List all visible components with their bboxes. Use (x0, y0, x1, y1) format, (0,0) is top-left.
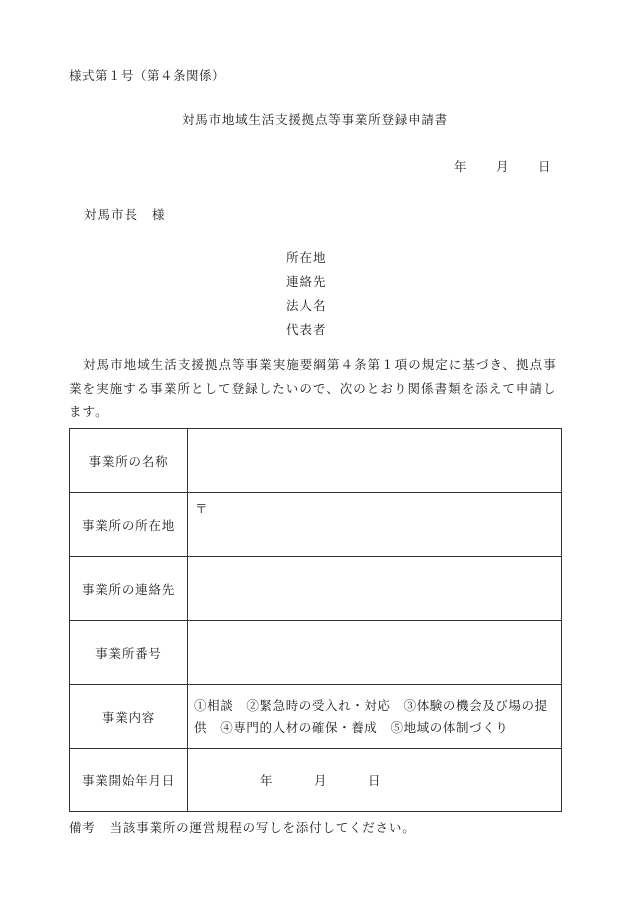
date-month-label: 月 (496, 159, 509, 174)
registration-table (69, 428, 562, 812)
row-label-start-date: 事業開始年月日 (70, 749, 188, 812)
applicant-field-corporation: 法人名 (286, 298, 327, 313)
start-date-field[interactable] (188, 749, 562, 812)
table-row (70, 493, 562, 557)
start-date-day-label: 日 (368, 773, 381, 788)
table-row (70, 685, 562, 749)
facility-address-field[interactable] (188, 493, 562, 557)
table-row (70, 621, 562, 685)
start-date (188, 771, 561, 789)
application-date (454, 157, 551, 175)
business-content-field (188, 685, 562, 749)
row-label-facility-address: 事業所の所在地 (70, 493, 188, 557)
addressee-honorific: 様 (152, 207, 166, 222)
table-row (70, 749, 562, 812)
business-content-options: ①相談 ②緊急時の受入れ・対応 ③体験の機会及び場の提供 ④専門的人材の確保・養成 ⑤地域の体制づくり (194, 697, 548, 735)
document-title: 対馬市地域生活支援拠点等事業所登録申請書 (181, 112, 448, 127)
applicant-field-representative: 代表者 (286, 322, 327, 337)
applicant-field-contact: 連絡先 (286, 274, 327, 289)
start-date-month-label: 月 (314, 773, 327, 788)
remarks (69, 818, 416, 836)
row-label-facility-name: 事業所の名称 (70, 429, 188, 493)
addressee (84, 205, 166, 223)
postal-mark: 〒 (195, 501, 208, 516)
table-row (70, 557, 562, 621)
row-label-facility-number: 事業所番号 (70, 621, 188, 685)
date-year-label: 年 (454, 159, 467, 174)
applicant-field-address: 所在地 (286, 250, 327, 265)
application-statement: 対馬市地域生活支援拠点等事業実施要綱第４条第１項の規定に基づき、拠点事業を実施する事業所として登録したいので、次のとおり関係書類を添えて申請します。 (69, 357, 557, 419)
addressee-name: 対馬市長 (84, 207, 139, 222)
facility-number-field[interactable] (188, 621, 562, 685)
row-label-business-content: 事業内容 (70, 685, 188, 749)
row-label-facility-contact: 事業所の連絡先 (70, 557, 188, 621)
table-row (70, 429, 562, 493)
remarks-text: 当該事業所の運営規程の写しを添付してください。 (109, 820, 416, 835)
facility-name-field[interactable] (188, 429, 562, 493)
facility-contact-field[interactable] (188, 557, 562, 621)
start-date-year-label: 年 (260, 773, 273, 788)
date-day-label: 日 (538, 159, 551, 174)
form-number: 様式第１号（第４条関係） (69, 68, 226, 83)
remarks-label: 備考 (69, 820, 96, 835)
